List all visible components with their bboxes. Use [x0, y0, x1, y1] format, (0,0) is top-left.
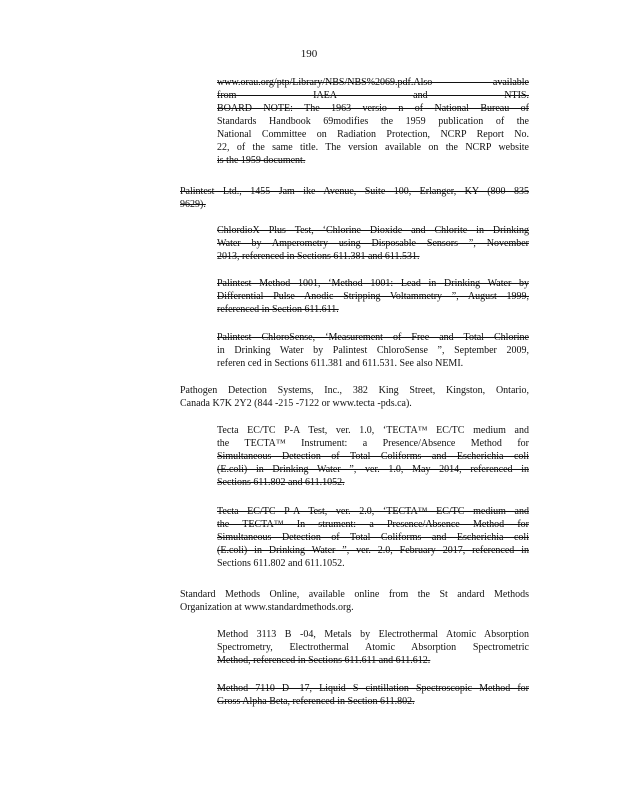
text-line: www.orau.org/ptp/Library/NBS/NBS%2069.pdf.Also available: [217, 77, 529, 88]
text-line: referen ced in Sections 611.381 and 611.531. See also NEMI.: [217, 358, 464, 369]
paragraph-nbs-continuation: [217, 76, 529, 167]
text-line: Pathogen Detection Systems, Inc., 382 King Street, Kingston, Ontario,: [180, 385, 529, 396]
text-line: Method 3113 B -04, Metals by Electrothermal Atomic Absorption: [217, 629, 529, 640]
text-line: BOARD NOTE: The 1963 versio n of National Bureau of: [217, 103, 529, 114]
paragraph-standard-methods: [180, 588, 529, 614]
text-line: Standard Methods Online, available online from the St andard Methods: [180, 589, 529, 600]
text-line: Gross Alpha Beta, referenced in Section 611.802.: [217, 696, 415, 707]
text-line: 22, of the same title. The version available on the NCRP website: [217, 142, 529, 153]
text-line: Method, referenced in Sections 611.611 and 611.612.: [217, 655, 431, 666]
text-line: Standards Handbook 69modifies the 1959 publication of the: [217, 116, 529, 127]
paragraph-pathogen-detection: [180, 384, 529, 410]
text-line: (E.coli) in Drinking Water ”, ver. 2.0, February 2017, referenced in: [217, 545, 529, 556]
text-line: Canada K7K 2Y2 (844 -215 -7122 or www.tecta -pds.ca).: [180, 398, 412, 409]
text-line: in Drinking Water by Palintest ChloroSense ”, September 2009,: [217, 345, 529, 356]
paragraph-chlordiox: [217, 224, 529, 263]
text-line: ChlordioX Plus Test, ‘Chlorine Dioxide and Chlorite in Drinking: [217, 225, 529, 236]
paragraph-tecta-v2: [217, 505, 529, 570]
text-line: Sections 611.802 and 611.1052.: [217, 558, 345, 569]
text-line: Water by Amperometry using Disposable Sensors ”, November: [217, 238, 529, 249]
paragraph-method-7110: [217, 682, 529, 708]
text-line: Tecta EC/TC P-A Test, ver. 1.0, ‘TECTA™ EC/TC medium and: [217, 425, 529, 436]
paragraph-palintest-method-1001: [217, 277, 529, 316]
text-line: National Committee on Radiation Protection, NCRP Report No.: [217, 129, 529, 140]
text-line: Method 7110 D -17, Liquid S cintillation Spectroscopic Method for: [217, 683, 529, 694]
text-line: referenced in Section 611.611.: [217, 304, 339, 315]
text-line: Simultaneous Detection of Total Coliforms and Escherichia coli: [217, 451, 529, 462]
text-line: Palintest Ltd., 1455 Jam ike Avenue, Suite 100, Erlanger, KY (800 835: [180, 186, 529, 197]
text-line: 2013, referenced in Sections 611.381 and 611.531.: [217, 251, 420, 262]
paragraph-method-3113: [217, 628, 529, 667]
text-line: Sections 611.802 and 611.1052.: [217, 477, 345, 488]
text-line: from IAEA and NTIS.: [217, 90, 529, 101]
text-line: Organization at www.standardmethods.org.: [180, 602, 354, 613]
text-line: Spectrometry, Electrothermal Atomic Absorption Spectrometric: [217, 642, 529, 653]
text-line: Palintest Method 1001, ‘Method 1001: Lead in Drinking Water by: [217, 278, 529, 289]
text-line: 9629).: [180, 199, 206, 210]
paragraph-tecta-v1: [217, 424, 529, 489]
text-line: Tecta EC/TC P-A Test, ver. 2.0, ‘TECTA™ EC/TC medium and: [217, 506, 529, 517]
text-line: the TECTA™ Instrument: a Presence/Absence Method for: [217, 438, 529, 449]
text-line: Differential Pulse Anodic Stripping Voltammetry ”, August 1999,: [217, 291, 529, 302]
text-line: (E.coli) in Drinking Water ”, ver. 1.0, May 2014, referenced in: [217, 464, 529, 475]
paragraph-palintest-address: [180, 185, 529, 211]
text-line: is the 1959 document.: [217, 155, 306, 166]
paragraph-chlorosense: [217, 331, 529, 370]
text-line: Simultaneous Detection of Total Coliforms and Escherichia coli: [217, 532, 529, 543]
text-line: Palintest ChloroSense, ‘Measurement of Free and Total Chlorine: [217, 332, 529, 343]
page-number: 190: [300, 48, 318, 60]
text-line: the TECTA™ In strument: a Presence/Absence Method for: [217, 519, 529, 530]
